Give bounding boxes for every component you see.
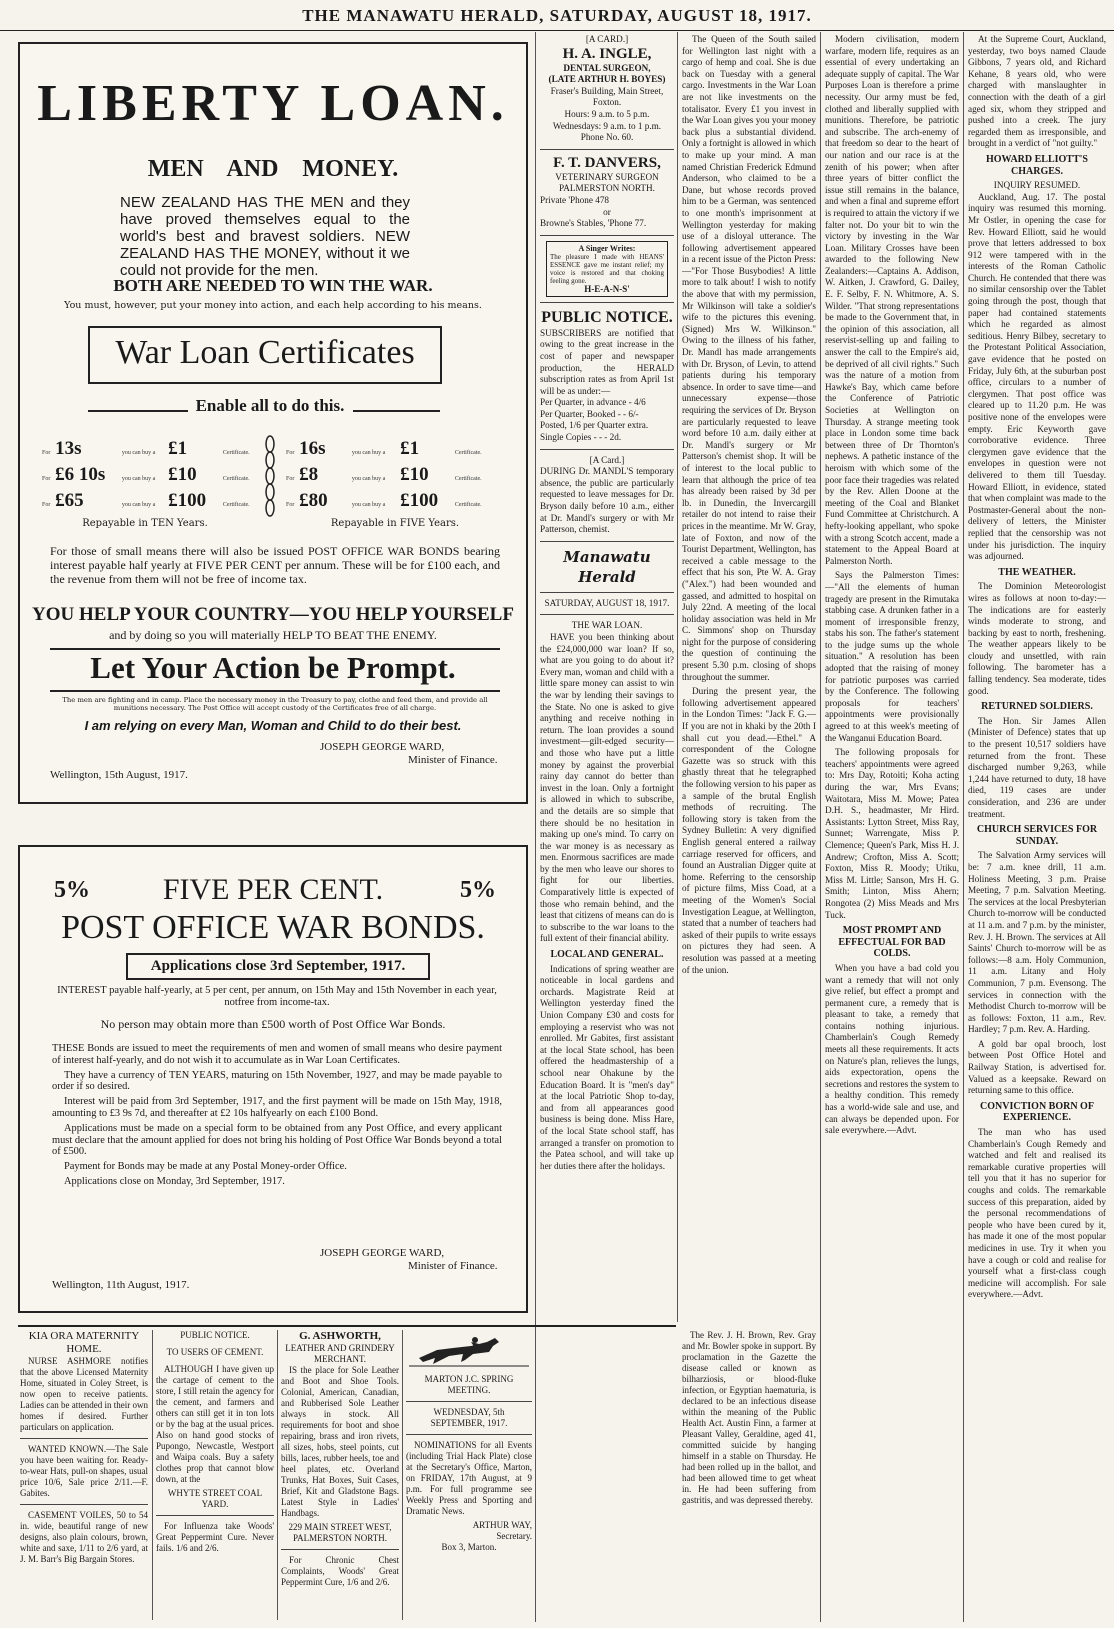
rate-0: Per Quarter, in advance - 4/6 <box>540 397 646 408</box>
col5-body1: Modern civilisation, modern warfare, modern life, requires as an essential of every undertaking an adequate supply of capital. The War Purposes Loan is therefore a prime necessity. Our army must be fed, clothed and liberally supplied with munitions. Therefore, be patriotic and subscribe. The arch-enemy of that freedom so dear to the heart of our nation and our race is at the zenith of his power; when after three years of bitter conflict the issue still remains in the balance, and when a final and supreme effort is required to attain the victory if we falter not. Do your bit to win the victory by investing in the War Loan. Military Crosses have been awarded to the following New Zealanders:—Captains A. Addison, W. Aitken, J. Crawford, G. Dailey, E. F. Selby, F. N. Whitmore, A. S. Wilder. "That strong representations be made to the Government that, in the opinion of this association, all reservist-selling up and failing to answer the call to the Empire's aid, be deprived of all civil rights." Such was the nature of a motion from Hawke's Bay, which came before the Conference of Patriotic Societies at Wellington on Thursday. A strange meeting took place in London some time back between three of Dr Thornton's nephews. A pathetic instance of the heroism with which some of the poor face their tragedies was related by the Rev. Allen Doone at the meeting of the Coal and Blanket Fund Committee at Christchurch. A hefty-looking appellant, who spoke with a strong Scotch accent, made a statement to the Appeal Board at Palmerston North. <box>825 34 959 566</box>
marton-ad <box>406 1330 532 1620</box>
bonds-p3: Interest will be paid from 3rd September, 1917, and the first payment will be made on 15th May, 1918, amounting to £3 9s 7d, and thereafter at £2 10s halfyearly on each £100 Bond. <box>52 1096 502 1119</box>
racehorse-icon <box>409 1332 529 1368</box>
liberty-subtitle: MEN AND MONEY. <box>147 156 399 182</box>
pn-flu: For Influenza take Woods' Great Peppermint Cure. Never fails. 1/6 and 2/6. <box>156 1521 274 1553</box>
divider <box>540 149 674 150</box>
danvers-or: or <box>603 206 611 217</box>
liberty-fine: The men are fighting and in camp. Place the necessary money in the Treasury to pay, clothe and feed them, and provide all munitions necessary. The Post Office will accept custody of the Certificates free of all charge. <box>62 696 488 712</box>
bonds-close: Applications close 3rd September, 1917. <box>126 953 430 980</box>
repay-left: Repayable in TEN Years. <box>82 518 208 529</box>
col5-bottom: The following proposals for teachers' appointments were agreed to: Mrs Day, Rotoiti; Koha acting during the war, Mrs Evans; Waitotara, Miss M. Mowe; Patea D.H. S., headmaster, Mr Hird. Assistants: Lytton Street, Miss Ray, Sunnet; Warrengate, Miss P. Clemence; Queen's Park, Miss H. J. Andrew; Crofton, Miss A. Scott; Foxton, Miss R. Moody; Utiku, Miss M. Little; Sanson, Mrs H. G. Smith; Linton, Miss Ahern; Rongotea (2) Miss Meads and Mrs Tuck. <box>825 747 959 920</box>
column-4 <box>682 34 816 1324</box>
rate-1: Per Quarter, Booked - - 6/- <box>540 408 639 419</box>
bonds-signer-title: Minister of Finance. <box>408 1260 498 1272</box>
bonds-pct-left: 5% <box>54 877 90 903</box>
ingle-name: H. A. INGLE, <box>562 45 652 62</box>
pn-head: PUBLIC NOTICE. <box>180 1330 250 1340</box>
bonds-p5: Payment for Bonds may be made at any Postal Money-order Office. <box>64 1161 347 1173</box>
church-body: The Salvation Army services will be: 7 a.m. knee drill, 11 a.m. Holiness Meeting, 3 p.m. Praise Meeting, 7 p.m. Salvation Meeting. The services at the local Presbyterian Church to-morrow will be conducted at 11 a.m. and 7 p.m. by the minister, Rev. J. H. Brown. The services at All Saints' Church to-morrow will be as follows:—8 a.m. Holy Communion, 11 a.m. Litany and Holy Communion, 7 p.m. Evensong. The services in connection with the Methodist Church to-morrow will be as follows: Foxton, 11 a.m., Rev. Hardley; 7 p.m. Rev. A. Harding. <box>968 850 1106 1035</box>
divider <box>540 449 674 450</box>
column-6 <box>968 34 1106 1624</box>
returned-body: The Hon. Sir James Allen (Minister of Defence) states that up to the present 10,517 soldiers have returned from the front. These discharged number 9,263, while 1,244 have returned to duty, 18 have died, 119 cases are under consideration, and 236 are under treatment. <box>968 715 1106 819</box>
pn-body: ALTHOUGH I have given up the cartage of cement to the store, I still retain the agency for the cement, and farmers and others can still get it in ton lots or by the bag at the usual prices. Also on hand good stocks of Pupongo, Newcastle, Westport and Waipa coals. Buy a safety clothes prop that cannot blow down, at the <box>156 1364 274 1484</box>
col4-body2: During the present year, the following advertisement appeared in the London Times: "Jack F. G.—If you are not in khaki by the 20th I shall cut you dead.—Ethel." A correspondent of the Cologne Gazette was so struck with this ghastly threat that he telegraphed the following version to his paper as a sample of the brutal English methods of recruiting. The following story is taken from the Sydney Bulletin: A very dignified English general entered a railway carriage reserved for officers, and found an Australian Digger quite at home. Referring to the censorship of picture films, Miss Coad, at a meeting of the Women's Social Investigation League, at Wellington, stated that a number of teachers had asked of their pupils to write essays on pictures they had seen. A resolution was passed at a meeting of the union. <box>682 686 816 975</box>
ingle-role: DENTAL SURGEON, <box>563 62 651 73</box>
enable-rule-right <box>353 410 440 412</box>
singer-ad <box>546 241 668 297</box>
rate-2: Posted, 1/6 per Quarter extra. <box>540 420 649 431</box>
repay-right: Repayable in FIVE Years. <box>330 518 460 529</box>
bonds-date: Wellington, 11th August, 1917. <box>52 1279 190 1291</box>
weather-head: THE WEATHER. <box>998 566 1076 578</box>
divider <box>540 614 674 615</box>
bonds-limit: No person may obtain more than £500 worth of Post Office War Bonds. <box>100 1017 446 1031</box>
col-rule-4 <box>963 32 964 1622</box>
pn-sub: TO USERS OF CEMENT. <box>166 1347 264 1357</box>
bonds-p1: THESE Bonds are issued to meet the requirements of men and women of small means who desire payment of interest half-yearly, and do not wish it to accumulate as in War Loan Certificates. <box>52 1043 502 1066</box>
war-loan-body: HAVE you been thinking about the £24,000,000 war loan? If so, what are you going to do about it? Every man, woman and child with a little spare money can assist to win the war by lending their savings to the State. No one is asked to give anything and receive nothing in return. The loan provides a sound investment—gilt-edged security—and those who have put a little money by against the proverbial rainy day cannot do better than invest in the loan. Only a fortnight is allowed in which to subscribe, and the details are so simple that there should be no hesitation in making up one's mind. To carry on the war money is as necessary as men. Enormous sacrifices are made by the men who leave our shores to fight for our liberties. Comparatively little is expected of those who remain behind, and the least that citizens of means can do is to subscribe to the war loans to the full extent of their financial ability. <box>540 632 674 944</box>
col5-body2: Says the Palmerston Times:—"All the elements of human tragedy are present in the Rimutaka stabbing case. A drunken father in a moment of irresponsible frenzy, stabs his son. The father's statement to the judge sums up the whole situation." A resolution has been adopted that the raising of money for patriotic purposes was carried by the Conference. The following proposals for teachers' appointments were provisionally agreed to at this week's meeting of the Wanganui Education Board. <box>825 570 959 743</box>
conviction-head: CONVICTION BORN OF EXPERIENCE. <box>980 1100 1094 1124</box>
divider <box>406 1434 532 1435</box>
liberty-signer: JOSEPH GEORGE WARD, <box>320 741 445 753</box>
marton-date: WEDNESDAY, 5th SEPTEMBER, 1917. <box>430 1407 508 1428</box>
singer-brand: H-E-A-N-S' <box>584 283 630 294</box>
war-loan-head: THE WAR LOAN. <box>571 620 643 631</box>
rate-3: Single Copies - - - 2d. <box>540 432 622 443</box>
conviction-body: The man who has used Chamberlain's Cough Remedy and watched and felt and realised its remarkable curative properties will tell you that it has no superior for coughs and colds. The remarkable success of this preparation, aided by the personal recommendations of people who have been cured by it, has made it one of the most popular medicines in use. Try it when you have a cough or cold and realise for yourself what a first-class cough medicine will accomplish. For sale everywhere.—Advt. <box>968 1127 1106 1300</box>
liberty-both: BOTH ARE NEEDED TO WIN THE WAR. <box>113 276 433 295</box>
ingle-card: [A CARD.] <box>585 34 629 44</box>
liberty-signer-title: Minister of Finance. <box>408 754 498 766</box>
marton-sec: Secretary. <box>496 1531 532 1541</box>
cert-row-right-1: For 16s you can buy a £1 Certificate. <box>286 438 482 459</box>
liberty-lead: NEW ZEALAND HAS THE MEN and they have proved themselves equal to the world's best and bravest soldiers. NEW ZEALAND HAS THE MONEY, without it we could not provide for the men. <box>120 194 410 279</box>
danvers-phone2: Browne's Stables, 'Phone 77. <box>540 218 647 229</box>
returned-head: RETURNED SOLDIERS. <box>981 701 1093 713</box>
mandl-body: DURING Dr. MANDL'S temporary absence, the public are particularly requested to leave messages for Dr. Bryson daily before 10 a.m., either at Dr. Mandl's surgery or with Mr Patterson, chemist. <box>540 466 674 535</box>
liberty-date: Wellington, 15th August, 1917. <box>50 769 188 781</box>
ash-chronic: For Chronic Chest Complaints, Woods' Great Peppermint Cure, 1/6 and 2/6. <box>281 1555 399 1587</box>
prompt-rule-bottom <box>50 690 500 692</box>
danvers-phone1: Private 'Phone 478 <box>540 194 610 205</box>
most-prompt-body: When you have a bad cold you want a remedy that will not only give relief, but effect a prompt and permanent cure, a remedy that is pleasant to take, a remedy that contains nothing injurious. Chamberlain's Cough Remedy meets all these requirements. It acts on Nature's plan, relieves the lungs, aids expectoration, opens the secretions and restores the system to a healthy condition. This remedy has a world-wide sale and use, and can always be depended upon. For sale everywhere.—Advt. <box>825 962 959 1136</box>
enable-text: Enable all to do this. <box>195 396 345 415</box>
ash-role: LEATHER AND GRINDERY MERCHANT. <box>285 1343 395 1364</box>
bonds-signer: JOSEPH GEORGE WARD, <box>320 1247 445 1259</box>
enable-rule-left <box>88 410 188 412</box>
kia-ora-ad <box>20 1330 148 1620</box>
cert-row-right-2: For £8 you can buy a £10 Certificate. <box>286 464 482 485</box>
bottom-rule-b <box>277 1330 278 1620</box>
small-means: For those of small means there will also be issued POST OFFICE WAR BONDS bearing interest payable half yearly at FIVE PER CENT per annum. These will be for £100 each, and the revenue from them will not be free of income tax. <box>50 544 500 586</box>
bonds-interest: INTEREST payable half-yearly, at 5 per cent, per annum, on 15th May and 15th November in each year, notfree from income-tax. <box>57 985 497 1008</box>
paper-date: SATURDAY, AUGUST 18, 1917. <box>544 597 670 608</box>
ingle-addr: Fraser's Building, Main Street, Foxton. <box>550 85 664 108</box>
prompt-title: Let Your Action be Prompt. <box>90 650 456 685</box>
liberty-title: LIBERTY LOAN. <box>37 75 509 132</box>
masthead: THE MANAWATU HERALD, SATURDAY, AUGUST 18, 1917. <box>0 6 1114 31</box>
cert-row-left-1: For 13s you can buy a £1 Certificate. <box>42 438 250 459</box>
wanted-known: WANTED KNOWN.—The Sale you have been waiting for. Ready-to-wear Hats, pull-on shapes, usual price 10/6, Sale price 2/11.—F. Gabites. <box>20 1444 148 1498</box>
ingle-hours: Hours: 9 a.m. to 5 p.m. Wednesdays: 9 a.m. to 1 p.m. <box>552 108 662 131</box>
bonds-title1: FIVE PER CENT. <box>162 873 384 906</box>
cert-row-left-2: For £6 10s you can buy a £10 Certificate. <box>42 464 250 485</box>
divider <box>156 1515 274 1516</box>
paper-name: Manawatu Herald <box>563 547 651 586</box>
marton-head: MARTON J.C. SPRING MEETING. <box>424 1374 514 1395</box>
local-general-body: Indications of spring weather are noticeable in local gardens and orchards. Magistrate Reid at Wellington yesterday fined the Union Company £30 and costs for employing a reservist who was not enrolled. Mr Gabites, first assistant at the local State school, has been offered the headmastership of a school near Ohakune by the Education Board. It is "men's day" at the local Patriotic Shop to-day, and from all appearances good business is being done. Miss Hare, of the local State school staff, has arranged a transfer on promotion to the Patea school, and will take up her duties there after the holidays. <box>540 963 674 1171</box>
danvers-name: F. T. DANVERS, <box>553 154 661 171</box>
bonds-body <box>52 1043 502 1191</box>
divider <box>540 592 674 593</box>
danvers-town: PALMERSTON NORTH. <box>559 183 655 194</box>
divider <box>540 541 674 542</box>
col4-body1: The Queen of the South sailed for Wellington last night with a cargo of hemp and coal. She is due back on Tuesday with a general cargo. Investments in the War Loan are not like investments on the totalisator. Every £1 you invest in the War Loan gives you your money back plus a substantial dividend. Only a fortnight is allowed in which to make up your mind. A man named Christian Frederick Edmund Anderson, who claimed to be a Dane, but whose records proved him to be a German, was sentenced to one month's imprisonment at Wellington yesterday for making use of a disloyal utterance. The following advertisement appeared in a recent issue of the Picton Press:—"For Those Busybodies! A little more to talk about! I wish to notify the above that with my permission, Mr Wilkinson will take a soldier's wife to the pictures this evening. (Signed) Mrs W. Wilkinson." Owing to the illness of his father, Dr. Mandl has made arrangements with Dr. Bryson, of Levin, to attend patients during his temporary absence. In order to save time—and unnecessary expense—those requiring the services of Dr. Bryson are particularly requested to leave word before 10 a.m. daily either at Dr. Mandl's surgery or Mr Patterson's chemist shop. It will be of interest to the local public to learn that although the price of tea has already been raised by 3d per lb. in Dunedin, the Invercargill retailer do not intend to raise their prices in the meantime. Mr W. Gray, late of Foxton, and now of the Tourist Department, Wellington, has received a cable message to the effect that his son, Pte W. A. Gray ("Alex.") had been wounded and gassed, and admitted to hospital on July 22nd. A meeting of the local holiday association was held in Mr C. Simmons' shop on Thursday night for the purpose of considering the question of continuing the present 5.30 p.m. closing of shops throughout the summer. <box>682 34 816 682</box>
col4-bottom: The Rev. J. H. Brown, Rev. Gray and Mr. Bowler spoke in support. By proclamation in the Gazette the disease called or known as bilharziosis, or blood-fluke infection, or Egyptian haematuria, is declared to be an infectious disease within the meaning of the Public Health Act. Austin Finn, a farmer at Pleasant Valley, Geraldine, aged 41, committed suicide by hanging himself in a stable on Thursday. He had been rolled up in the ballot, and had been allowed time to get wheat in. He had been suffering from gastritis, and was depressed thereby. <box>682 1330 816 1505</box>
chain-divider <box>260 434 280 524</box>
mandl-card: [A Card.] <box>589 454 625 465</box>
col-rule-1 <box>535 32 536 1622</box>
bonds-p2: They have a currency of TEN YEARS, maturing on 15th November, 1927, and may be made payable to order if so desired. <box>52 1069 502 1093</box>
bottom-rule-c <box>402 1330 403 1620</box>
ash-addr: 229 MAIN STREET WEST, PALMERSTON NORTH. <box>288 1522 392 1543</box>
pn-yard: WHYTE STREET COAL YARD. <box>167 1488 263 1509</box>
howard-head: HOWARD ELLIOTT'S CHARGES. <box>986 153 1088 177</box>
danvers-role: VETERINARY SURGEON <box>555 171 659 182</box>
war-loan-box <box>88 326 442 384</box>
ash-body: IS the place for Sole Leather and Boot and Shoe Tools. Colonial, American, Canadian, and Rubberised Sole Leather always in stock. All requirements for boot and shoe repairing, brass and iron rivets, all sizes, hobs, steel points, cut bills, laces, rubber heels, toe and heel plates, etc. Overland Trunks, Hat Boxes, Suit Cases, Brief, Kit and Gladstone Bags. Latest Style in Ladies' Handbags. <box>281 1365 399 1518</box>
singer-body: The pleasure I made with HEANS' ESSENCE gave me instant relief; my voice is restored and that choking feeling gone. <box>550 252 664 285</box>
local-general-head: LOCAL AND GENERAL. <box>550 949 664 961</box>
public-notice-body: SUBSCRIBERS are notified that owing to the great increase in the cost of paper and newspaper production, the HERALD subscription rates as from April 1st will be as under:— <box>540 327 674 396</box>
marton-body: NOMINATIONS for all Events (including Trial Hack Plate) close at the Secretary's Office, Marton, on FRIDAY, 17th August, at 9 p.m. For full programme see Weekly Press and Sporting and Dramatic News. <box>406 1440 532 1516</box>
liberty-must: You must, however, put your money into action, and each help according to his means. <box>64 300 482 311</box>
weather-body: The Dominion Meteorologist wires as follows at noon to-day:— The indications are for easterly winds moderate to strong, and backing by east to north, freshening. The weather appears likely to be cloudy and unsettled, with rain following. The barometer has a falling tendency. Sea moderate, tides good. <box>968 581 1106 696</box>
casement-voiles: CASEMENT VOILES, 50 to 54 in. wide, beautiful range of new designs, also plain colours, brown, white and saxe, 1/11 to 2/6 yard, at J. M. Barr's Big Bargain Stores. <box>20 1510 148 1564</box>
public-notice-title: PUBLIC NOTICE. <box>541 308 673 326</box>
cement-notice-ad <box>156 1330 274 1620</box>
most-prompt-head: MOST PROMPT AND EFFECTUAL FOR BAD COLDS. <box>838 925 946 960</box>
col4-bottom-text <box>682 1330 816 1620</box>
column-5 <box>825 34 959 1624</box>
bonds-title2: POST OFFICE WAR BONDS. <box>61 909 485 946</box>
ingle-phone: Phone No. 60. <box>580 132 634 143</box>
bonds-p4: Applications must be made on a special form to be obtained from any Post Office, and every applicant must declare that the amount applied for does not bring his holding of Post Office War Bonds beyond a total of £500. <box>52 1122 502 1158</box>
kia-body: NURSE ASHMORE notifies that the above Licensed Maternity Home, situated in Coley Street, is now open to receive patients. Ladies can be attended in their own homes if desired. Further particulars on application. <box>20 1356 148 1432</box>
relying-line: I am relying on every Man, Woman and Child to do their best. <box>84 718 462 733</box>
bonds-p6: Applications close on Monday, 3rd September, 1917. <box>64 1175 285 1187</box>
cert-row-left-3: For £65 you can buy a £100 Certificate. <box>42 490 250 511</box>
divider <box>20 1504 148 1505</box>
help-country: YOU HELP YOUR COUNTRY—YOU HELP YOURSELF <box>32 604 514 625</box>
ashworth-ad <box>281 1330 399 1620</box>
war-loan-title: War Loan Certificates <box>115 334 415 371</box>
liberty-loan-ad <box>18 42 528 804</box>
inquiry-head: INQUIRY RESUMED. <box>993 180 1081 191</box>
bonds-pct-right: 5% <box>460 877 496 903</box>
divider <box>20 1438 148 1439</box>
bottom-rule <box>18 1325 676 1327</box>
divider <box>406 1401 532 1402</box>
war-bonds-ad <box>18 845 528 1313</box>
divider <box>540 302 674 303</box>
divider <box>281 1549 399 1550</box>
cert-row-right-3: For £80 you can buy a £100 Certificate. <box>286 490 482 511</box>
divider <box>540 235 674 236</box>
howard-body: Auckland, Aug. 17. The postal inquiry was resumed this morning. Mr Ostler, in opening the case for Rev. Howard Elliott, said he would prove that letters addressed to box 912 were tampered with in the interests of the Roman Catholic Church. He contended that there was no similar censorship over the Tablet going through the post, though that paper had contained statements which he regarded as almost seditious. Henry Bilbey, secretary to the Protestant Political Association, gave evidence that he posted on Friday, July 6th, at the suburban post office, circulars to a number of clergymen. That post office was cleared up to 11.20 p.m. He was positive none of the envelopes were empty. Eric Keyworth gave corroborative evidence. Three clergymen gave evidence that the envelopes in question were not delivered to them till Tuesday. Howard Elliott, in evidence, stated that when complaint was made to the Postmaster-General about the non-delivery of letters, the Minister replied that the censorship was not under his jurisdiction. The inquiry was adjourned. <box>968 191 1106 562</box>
ingle-prev: (LATE ARTHUR H. BOYES) <box>548 74 666 85</box>
col-rule-2 <box>677 32 678 1322</box>
lost-body: A gold bar opal brooch, lost between Post Office Hotel and Railway Station, is advertised for. Valued as a keepsake. Reward on returning same to this office. <box>968 1038 1106 1096</box>
col-rule-3 <box>820 32 821 1622</box>
ash-name: G. ASHWORTH, <box>299 1330 381 1342</box>
beat-enemy: and by doing so you will materially HELP TO BEAT THE ENEMY. <box>109 628 437 642</box>
church-head: CHURCH SERVICES FOR SUNDAY. <box>976 824 1098 847</box>
marton-box: Box 3, Marton. <box>441 1542 497 1552</box>
kia-head: KIA ORA MATERNITY HOME. <box>28 1330 140 1355</box>
singer-title: A Singer Writes: <box>578 243 636 253</box>
column-3 <box>540 34 674 1324</box>
col6-body1: At the Supreme Court, Auckland, yesterday, two boys named Claude Gibbons, 7 years old, and Richard Kehane, 8 years old, who were charged with manslaughter in connection with the death of a girl aged six, whom they stripped and pushed into a creek. The jury regarded them as irresponsible, and brought in a verdict of "not guilty." <box>968 34 1106 149</box>
bottom-rule-a <box>152 1330 153 1620</box>
marton-sig: ARTHUR WAY, <box>472 1520 532 1530</box>
